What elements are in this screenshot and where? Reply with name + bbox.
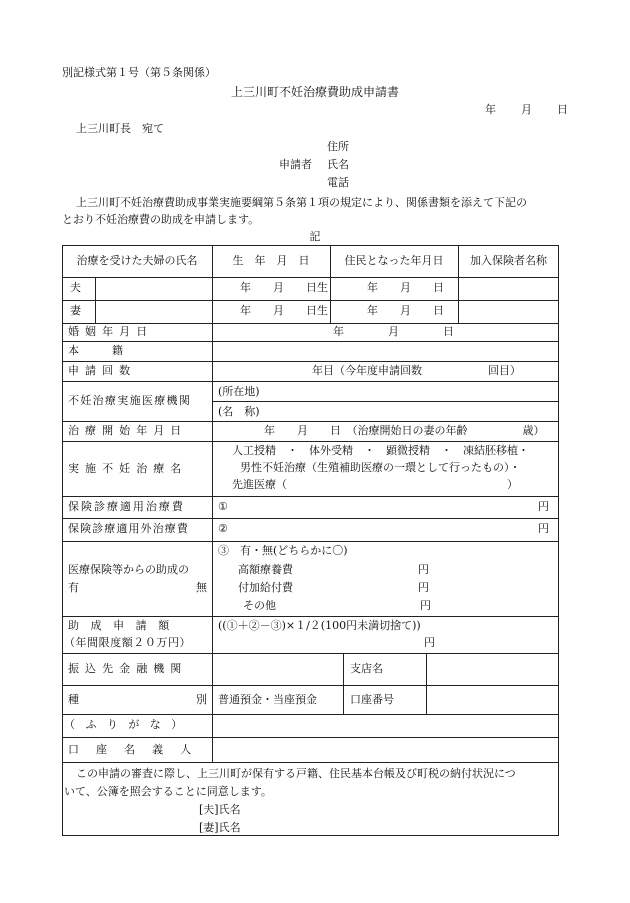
marriage-date-label: 婚姻年月日 [68,325,154,338]
date-day-label: 日 [557,103,568,116]
treatment-options-line-1: 人工授精 ・ 体外受精 ・ 顕微授精 ・ 凍結胚移植・ [232,444,529,457]
branch-label: 支店名 [350,662,383,675]
bank-label: 振込先金融機関 [68,662,188,675]
column-divider [426,653,427,714]
row-divider [62,518,559,519]
assistance-item-other: その他 [243,599,276,612]
clinic-label: 不妊治療実施医療機関 [68,394,192,407]
furigana-label: （ふりがな） [64,718,193,731]
insured-cost-yen: 円 [538,500,549,513]
form-number-label: 別記様式第１号（第５条関係） [62,66,216,79]
assistance-label-line-1: 医療保険等からの助成の [68,563,189,576]
header-couple-name: 治療を受けた夫婦の氏名 [76,254,198,267]
consent-line-1: この申請の審査に際し、上三川町が保有する戸籍、住民基本台帳及び町税の納付状況につ [76,767,516,780]
wife-label: 妻 [70,304,81,317]
column-divider [343,653,344,714]
row-divider [62,441,559,442]
row-divider [62,381,559,382]
annual-limit-label: （年間限度額２０万円） [64,636,192,649]
requested-amount-label: 助成申請額 [68,619,181,632]
husband-residence-date: 年 月 日 [367,281,444,294]
applicant-label: 申請者 [279,158,312,171]
header-insurer: 加入保険者名称 [470,254,547,267]
uninsured-cost-mark: ② [218,522,228,535]
row-divider [62,714,559,715]
row-divider [212,401,559,402]
requested-amount-yen: 円 [424,636,435,649]
treatment-type-label: 実施不妊治療名 [68,462,188,475]
application-count-value: 年目（今年度申請回数 回目） [312,364,521,377]
account-number-label: 口座番号 [350,693,394,706]
husband-label: 夫 [70,281,81,294]
uninsured-cost-label: 保険診療適用外治療費 [68,522,189,535]
row-divider [62,323,559,324]
assistance-item-high-cost-yen: 円 [418,563,429,576]
header-residence-date: 住民となった年月日 [344,254,444,267]
uninsured-cost-yen: 円 [538,522,549,535]
marriage-date-value: 年 月 日 [333,325,454,338]
husband-birthdate: 年 月 日生 [240,281,328,294]
treatment-options-line-3: 先進医療（ ） [232,478,518,491]
insured-cost-mark: ① [218,500,228,513]
consent-line-2: いて、公簿を照会することに同意します。 [64,785,272,798]
wife-signature-label: [妻]氏名 [199,821,241,834]
insured-cost-label: 保険診療適用治療費 [68,500,185,513]
header-birthdate: 生 年 月 日 [232,254,310,267]
account-type-options: 普通預金・当座預金 [218,693,317,706]
assistance-item-additional-yen: 円 [418,581,429,594]
wife-birthdate: 年 月 日生 [240,304,328,317]
assistance-item-high-cost: 高額療養費 [238,563,293,576]
address-label: 住所 [327,140,349,153]
row-divider [62,685,559,686]
addressee: 上三川町長 宛て [76,122,164,135]
date-year-label: 年 [485,103,496,116]
row-divider [62,341,559,342]
row-divider [62,277,559,278]
row-divider [62,361,559,362]
assistance-label-absent: 無 [196,581,207,594]
assistance-label-present: 有 [68,581,79,594]
assistance-item-other-yen: 円 [420,599,431,612]
application-count-label: 申請回数 [68,364,137,377]
phone-label: 電話 [327,176,349,189]
row-divider [62,616,559,617]
row-divider [62,496,559,497]
domicile-label: 本 籍 [68,344,123,357]
date-month-label: 月 [521,103,532,116]
row-divider [62,762,559,763]
wife-residence-date: 年 月 日 [367,304,444,317]
treatment-options-line-2: 男性不妊治療（生殖補助医療の一環として行ったもの）・ [240,461,521,474]
row-divider [62,421,559,422]
account-type-label-right: 別 [196,693,207,706]
row-divider [62,737,559,738]
applicant-name-label: 氏名 [327,158,349,171]
form-title: 上三川町不妊治療費助成申請書 [230,85,399,99]
intro-line-1: 上三川町不妊治療費助成事業実施要綱第５条第１項の規定により、関係書類を添えて下記の [76,196,527,209]
ki-label: 記 [309,230,321,243]
treatment-start-label: 治療開始年月日 [68,424,188,437]
account-holder-label: 口座名義人 [68,743,209,756]
clinic-name-label: (名 称) [218,405,260,418]
row-divider [62,300,559,301]
clinic-location-label: (所在地) [218,385,260,398]
account-type-label-left: 種 [68,693,79,706]
assistance-item-additional: 付加給付費 [238,581,293,594]
requested-amount-formula: ((①＋②－③)×１/２(100円未満切捨て)) [218,619,421,632]
column-divider [95,277,96,323]
treatment-start-value: 年 月 日 （治療開始日の妻の年齢 歳） [264,424,545,437]
intro-line-2: とおり不妊治療費の助成を申請します。 [62,213,260,226]
row-divider [62,541,559,542]
husband-signature-label: [夫]氏名 [199,803,241,816]
assistance-choice-line: ③ 有・無(どちらかに〇) [218,544,348,557]
column-divider [212,245,213,762]
row-divider [62,653,559,654]
